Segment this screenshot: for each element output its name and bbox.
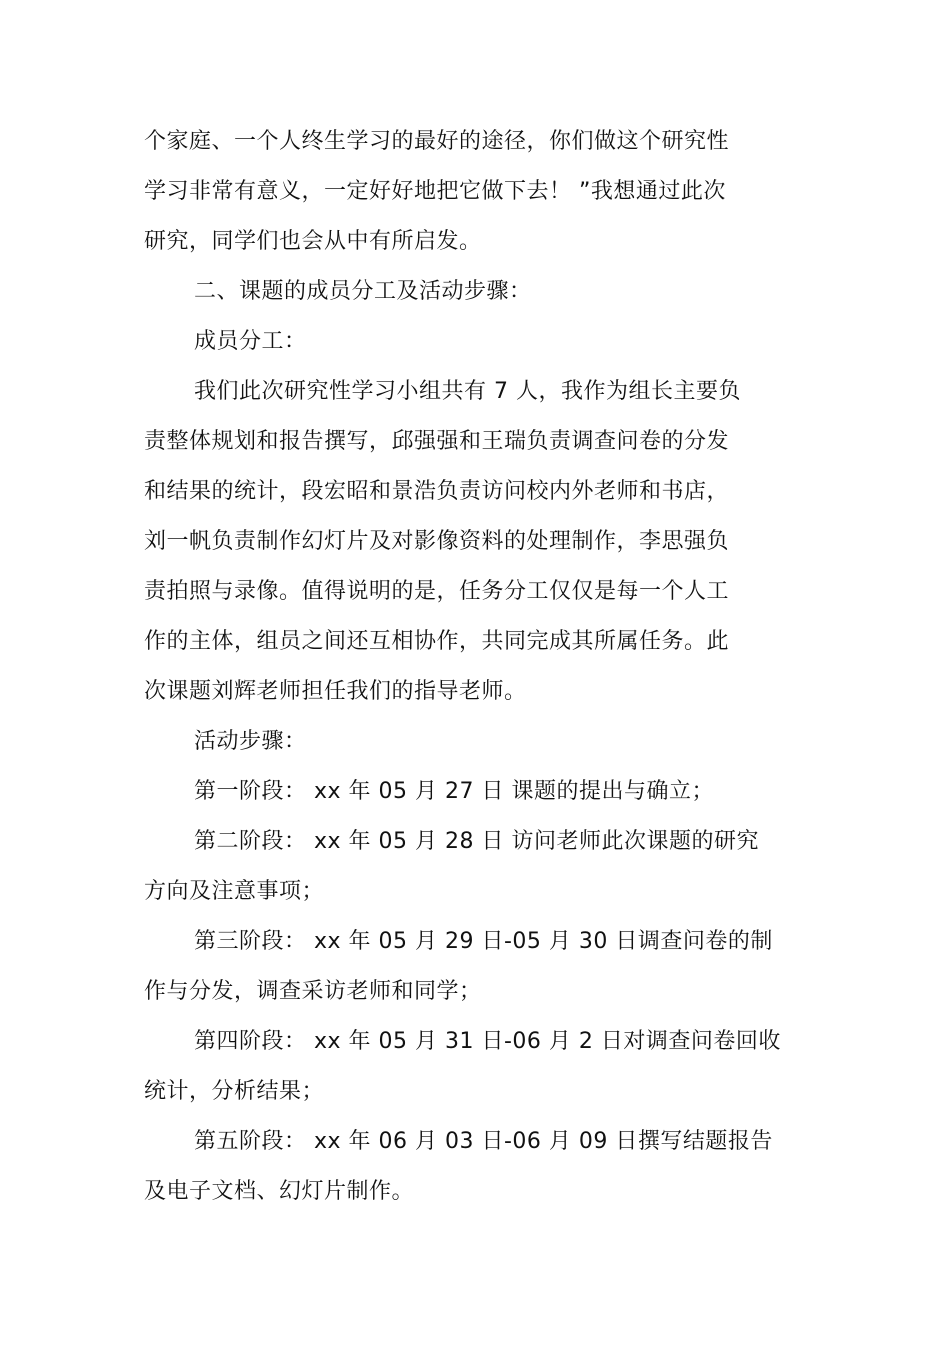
paragraph-line: 责整体规划和报告撰写，邱强强和王瑞负责调查问卷的分发	[144, 429, 730, 454]
stage-continuation: 作与分发，调查采访老师和同学；	[144, 979, 482, 1004]
stage-line: 第一阶段： xx 年 05 月 27 日 课题的提出与确立；	[194, 779, 714, 804]
section-heading: 二、课题的成员分工及活动步骤：	[194, 279, 532, 304]
paragraph-line: 学习非常有意义，一定好好地把它做下去！ ”我想通过此次	[144, 179, 726, 204]
stage-continuation: 方向及注意事项；	[144, 879, 325, 904]
paragraph-line: 我们此次研究性学习小组共有 7 人，我作为组长主要负	[194, 379, 741, 404]
stage-line: 第四阶段： xx 年 05 月 31 日-06 月 2 日对调查问卷回收	[194, 1029, 781, 1054]
subsection-heading: 活动步骤：	[194, 729, 307, 754]
paragraph-line: 次课题刘辉老师担任我们的指导老师。	[144, 679, 527, 704]
paragraph-line: 责拍照与录像。值得说明的是，任务分工仅仅是每一个人工	[144, 579, 730, 604]
stage-line: 第三阶段： xx 年 05 月 29 日-05 月 30 日调查问卷的制	[194, 929, 773, 954]
paragraph-line: 刘一帆负责制作幻灯片及对影像资料的处理制作，李思强负	[144, 529, 730, 554]
paragraph-line: 研究，同学们也会从中有所启发。	[144, 229, 482, 254]
paragraph-line: 个家庭、一个人终生学习的最好的途径，你们做这个研究性	[144, 129, 730, 154]
stage-continuation: 统计，分析结果；	[144, 1079, 325, 1104]
subsection-heading: 成员分工：	[194, 329, 307, 354]
paragraph-line: 和结果的统计，段宏昭和景浩负责访问校内外老师和书店，	[144, 479, 730, 504]
stage-line: 第五阶段： xx 年 06 月 03 日-06 月 09 日撰写结题报告	[194, 1129, 773, 1154]
stage-continuation: 及电子文档、幻灯片制作。	[144, 1179, 415, 1204]
paragraph-line: 作的主体，组员之间还互相协作，共同完成其所属任务。此	[144, 629, 730, 654]
stage-line: 第二阶段： xx 年 05 月 28 日 访问老师此次课题的研究	[194, 829, 759, 854]
